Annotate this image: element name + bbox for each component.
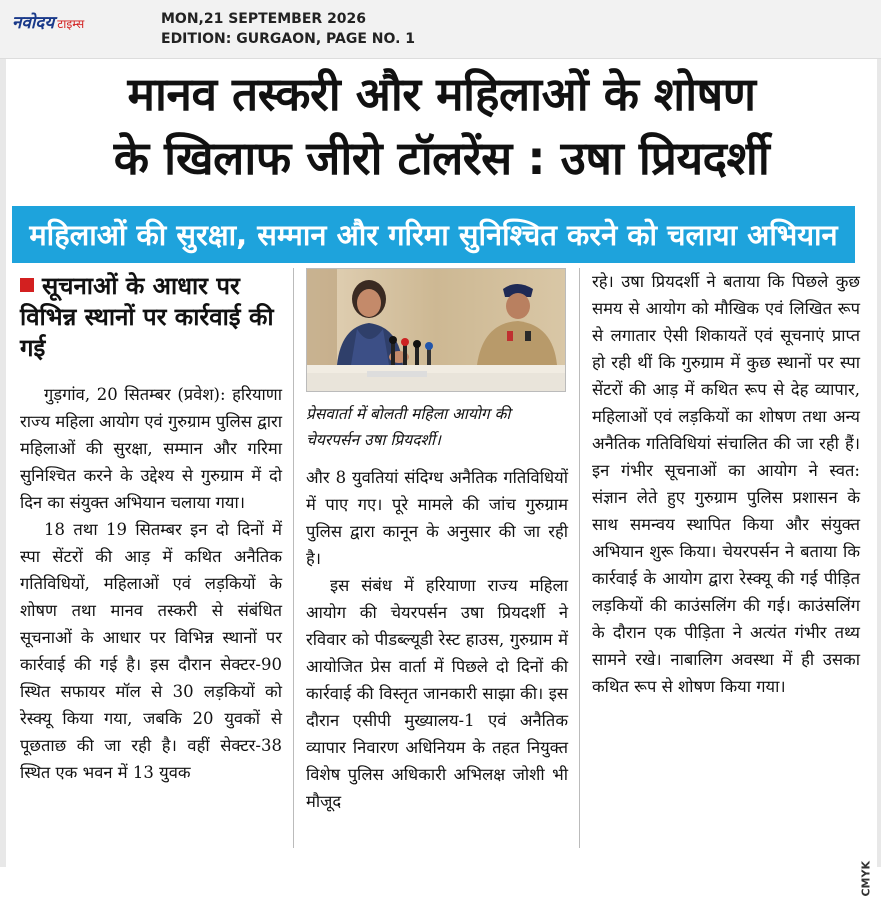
paragraph: रहे। उषा प्रियदर्शी ने बताया कि पिछले कुछ समय से आयोग को मौखिक एवं लिखित रूप से लगातार ऐसी शिकायतें एवं सूचनाएं प्राप्त हो रही थीं कि गुरुग्राम में कुछ स्थानों पर स्पा सेंटरों की आड़ में कथित रूप से देह व्यापार, महिलाओं एवं लड़कियों का शोषण तथा अन्य अनैतिक गतिविधियां संचालित की जा रही हैं। इन गंभीर सूचनाओं का आयोग ने स्वत: संज्ञान लेते हुए गुरुग्राम पुलिस प्रशासन के साथ समन्वय स्थापित किया और संयुक्त अभियान शुरू किया। चेयरपर्सन ने बताया कि कार्रवाई के आयोग द्वारा रेस्क्यू की गई पीड़ित लड़कियों की काउंसलिंग की गई। काउंसलिंग के दौरान एक पीड़िता ने अत्यंत गंभीर तथ्य सामने रखे। नाबालिग अवस्था में ही उसका कथित रूप से शोषण किया गया।: [592, 272, 860, 696]
right-margin: [877, 59, 881, 867]
headline-line-2: के खिलाफ जीरो टॉलरेंस : उषा प्रियदर्शी: [113, 131, 770, 185]
press-conference-photo: [306, 268, 566, 392]
subheadline: महिलाओं की सुरक्षा, सम्मान और गरिमा सुनिश्चित करने को चलाया अभियान: [29, 218, 838, 252]
headline-line-1: मानव तस्करी और महिलाओं के शोषण: [127, 67, 756, 121]
newspaper-logo: [12, 10, 138, 32]
print-registration-mark: CMYK: [860, 861, 873, 897]
column-1: [20, 381, 282, 786]
left-margin: [0, 59, 6, 867]
side-heading: [20, 271, 282, 364]
paragraph: गुड़गांव, 20 सितम्बर (प्रवेश): हरियाणा राज्य महिला आयोग एवं गुरुग्राम पुलिस द्वारा महिलाओं की सुरक्षा, सम्मान और गरिमा सुनिश्चित करने के उद्देश्य से गुरुग्राम में दो दिन का संयुक्त अभियान चलाया गया।: [20, 385, 282, 512]
column-3: [592, 268, 860, 700]
headline: [14, 62, 869, 190]
side-heading-text: सूचनाओं के आधार पर विभिन्न स्थानों पर कार्रवाई की गई: [20, 272, 274, 362]
photo-illustration: [307, 269, 565, 391]
paragraph: इस संबंध में हरियाणा राज्य महिला आयोग की चेयरपर्सन उषा प्रियदर्शी ने रविवार को पीडब्ल्यूडी रेस्ट हाउस, गुरुग्राम में आयोजित प्रेस वार्ता में पिछले दो दिनों की कार्रवाई की विस्तृत जानकारी साझा की। इस दौरान एसीपी मुख्यालय-1 एवं अनैतिक व्यापार निवारण अधिनियम के तहत नियुक्त विशेष पुलिस अधिकारी अभिलक्ष जोशी भी मौजूद: [306, 576, 568, 811]
edition-meta: [161, 9, 415, 49]
column-divider: [579, 268, 580, 848]
logo-main: नवोदय: [12, 13, 55, 33]
logo-sub: टाइम्स: [57, 17, 85, 31]
date-line: MON,21 SEPTEMBER 2026: [161, 11, 367, 27]
column-2: [306, 464, 568, 815]
column-divider: [293, 268, 294, 848]
paragraph: 18 तथा 19 सितम्बर इन दो दिनों में स्पा सेंटरों की आड़ में कथित अनैतिक गतिविधियों, महिलाओं एवं लड़कियों के शोषण तथा मानव तस्करी से संबंधित सूचनाओं के आधार पर विभिन्न स्थानों पर कार्रवाई की गई है। इस दौरान सेक्टर-90 स्थित सफायर मॉल से 30 लड़कियों को रेस्क्यू किया गया, जबकि 20 युवकों से पूछताछ की जा रही है। वहीं सेक्टर-38 स्थित एक भवन में 13 युवक: [20, 520, 282, 782]
masthead-bar: [0, 0, 881, 59]
paragraph: और 8 युवतियां संदिग्ध अनैतिक गतिविधियों में पाए गए। पूरे मामले की जांच गुरुग्राम पुलिस द्वारा कानून के अनुसार की जा रही है।: [306, 468, 568, 568]
edition-line: EDITION: GURGAON, PAGE NO. 1: [161, 31, 416, 47]
photo-caption: प्रेसवार्ता में बोलती महिला आयोग की चेयरपर्सन उषा प्रियदर्शी।: [306, 405, 511, 449]
bullet-square-icon: [20, 278, 34, 292]
